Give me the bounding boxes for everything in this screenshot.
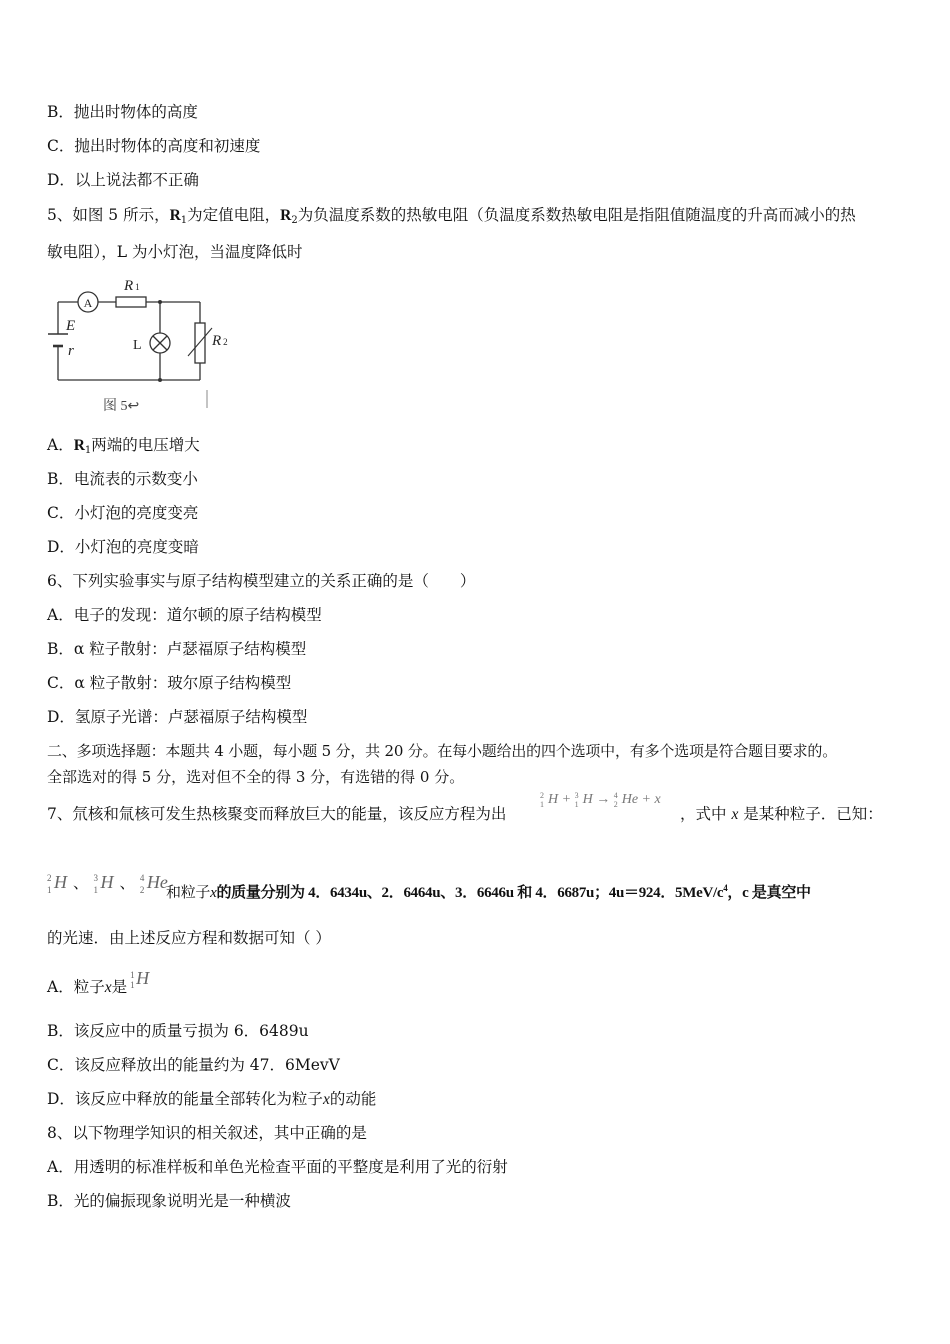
q5-option-d: D．小灯泡的亮度变暗 bbox=[47, 538, 199, 556]
circuit-diagram-figure bbox=[40, 272, 240, 422]
q7-nuclide-list: 2 1 H 、 3 1 H 、 4 2 He bbox=[47, 870, 174, 904]
lamp-icon bbox=[150, 333, 170, 353]
section2-heading-line2: 全部选对的得 5 分，选对但不全的得 3 分，有选错的得 0 分。 bbox=[47, 768, 465, 786]
q4-option-b: B．抛出时物体的高度 bbox=[47, 103, 198, 121]
lamp-label: L bbox=[133, 338, 142, 353]
r1-label: R 1 bbox=[124, 278, 140, 294]
q5-stem-line2: 敏电阻），L 为小灯泡，当温度降低时 bbox=[47, 243, 303, 261]
q7-stem-line1-part1: 7、氘核和氚核可发生热核聚变而释放巨大的能量，该反应方程为出 bbox=[47, 805, 507, 823]
q7-option-d: D．该反应中释放的能量全部转化为粒子x的动能 bbox=[47, 1090, 377, 1108]
q7-masses-text: 和粒子x的质量分别为 4．6434u、2．6464u、3．6646u 和 4．6687u；4u＝924．$5MeV/c^4$，c 是真空中 bbox=[166, 883, 811, 901]
q5-option-a: A．$R_1$两端的电压增大 bbox=[47, 436, 200, 456]
q6-option-c: C．α 粒子散射：玻尔原子结构模型 bbox=[47, 674, 292, 692]
q7-stem-line3: 的光速．由上述反应方程和数据可知（ ） bbox=[47, 929, 331, 947]
battery-icon bbox=[48, 334, 68, 346]
deuterium-symbol: 2 1 H bbox=[47, 872, 67, 895]
resistor-r1-icon bbox=[116, 297, 146, 307]
q5-stem-line1: 5、如图 5 所示，$R_1$为定值电阻，$R_2$为负温度系数的热敏电阻（负温度系数热敏电阻是指阻值随温度的升高而减小的热 bbox=[47, 206, 856, 226]
q4-option-d: D．以上说法都不正确 bbox=[47, 171, 199, 189]
tritium-symbol: 3 1 H bbox=[93, 872, 114, 895]
emf-label: E bbox=[66, 318, 76, 334]
q7-option-b: B．该反应中的质量亏损为 6．6489u bbox=[47, 1022, 309, 1040]
figure-caption: 图 5↩ bbox=[103, 399, 140, 414]
q8-option-b: B．光的偏振现象说明光是一种横波 bbox=[47, 1192, 291, 1210]
q4-option-c: C．抛出时物体的高度和初速度 bbox=[47, 137, 261, 155]
q6-option-b: B．α 粒子散射：卢瑟福原子结构模型 bbox=[47, 640, 307, 658]
section2-heading-line1: 二、多项选择题：本题共 4 小题，每小题 5 分，共 20 分。在每小题给出的四个选项中，有多个选项是符合题目要求的。 bbox=[47, 742, 837, 760]
ammeter-label: A bbox=[83, 296, 93, 310]
r2-label: R 2 bbox=[212, 333, 228, 349]
helium-symbol: 4 2 He bbox=[139, 872, 168, 895]
q6-option-a: A．电子的发现：道尔顿的原子结构模型 bbox=[47, 606, 322, 624]
q6-option-d: D．氢原子光谱：卢瑟福原子结构模型 bbox=[47, 708, 308, 726]
thermistor-r2-icon bbox=[188, 323, 212, 363]
q5-option-c: C．小灯泡的亮度变亮 bbox=[47, 504, 199, 522]
proton-symbol: 1 1 H bbox=[130, 968, 150, 990]
internal-resistance-label: r bbox=[68, 343, 74, 359]
q8-stem: 8、以下物理学知识的相关叙述，其中正确的是 bbox=[47, 1124, 367, 1142]
q5-option-b: B．电流表的示数变小 bbox=[47, 470, 198, 488]
q6-stem: 6、下列实验事实与原子结构模型建立的关系正确的是（ ） bbox=[47, 572, 476, 590]
q7-option-c: C．该反应释放出的能量约为 47．6MevV bbox=[47, 1056, 340, 1074]
q7-reaction-equation: $^2_1$ H + $^3_1$ H → $^4_2$ He + x bbox=[540, 791, 661, 809]
q7-option-a: A．粒子x是 1 1 H bbox=[47, 968, 150, 996]
q8-option-a: A．用透明的标准样板和单色光检查平面的平整度是利用了光的衍射 bbox=[47, 1158, 508, 1176]
q7-stem-line1-part2: ，式中 x 是某种粒子．已知： bbox=[680, 805, 883, 823]
